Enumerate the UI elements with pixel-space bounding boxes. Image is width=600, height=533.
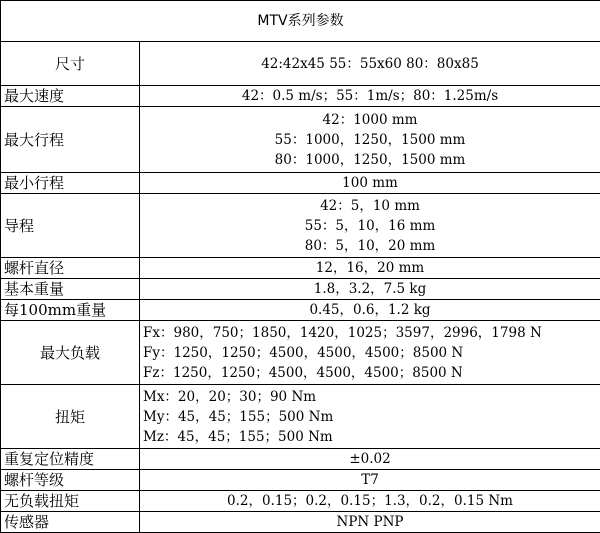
- label-base-weight: 基本重量: [1, 279, 140, 300]
- label-max-stroke: 最大行程: [1, 107, 140, 173]
- value-size: 42:42x45 55：55x60 80：80x85: [140, 42, 600, 86]
- row-max-stroke: [1, 107, 600, 173]
- row-max-load: [1, 321, 600, 385]
- label-torque: 扭矩: [1, 385, 140, 449]
- max-load-line: Fz：1250，1250；4500，4500，4500；8500 N: [143, 363, 598, 383]
- value-no-load-torque: 0.2，0.15；0.2，0.15；1.3，0.2，0.15 Nm: [140, 491, 600, 512]
- max-stroke-line: 80：1000，1250，1500 mm: [142, 150, 598, 170]
- max-load-line: Fy：1250，1250；4500，4500，4500；8500 N: [143, 343, 598, 363]
- value-base-weight: 1.8，3.2，7.5 kg: [140, 279, 600, 300]
- label-min-stroke: 最小行程: [1, 173, 140, 194]
- lead-line: 55：5，10，16 mm: [142, 216, 598, 236]
- label-lead: 导程: [1, 194, 140, 258]
- value-screw-grade: T7: [140, 470, 600, 491]
- table-title: MTV系列参数: [1, 1, 600, 42]
- value-max-speed: 42：0.5 m/s；55：1m/s；80：1.25m/s: [140, 86, 600, 107]
- max-stroke-line: 42：1000 mm: [142, 110, 598, 130]
- value-min-stroke: 100 mm: [140, 173, 600, 194]
- value-sensor: NPN PNP: [140, 512, 600, 533]
- value-weight-per-100mm: 0.45，0.6，1.2 kg: [140, 300, 600, 321]
- label-repeatability: 重复定位精度: [1, 449, 140, 470]
- row-repeatability: [1, 449, 600, 470]
- lead-line: 42：5，10 mm: [142, 196, 598, 216]
- row-min-stroke: [1, 173, 600, 194]
- label-max-load: 最大负载: [1, 321, 140, 385]
- max-stroke-line: 55：1000，1250，1500 mm: [142, 130, 598, 150]
- row-torque: [1, 385, 600, 449]
- row-base-weight: [1, 279, 600, 300]
- label-no-load-torque: 无负载扭矩: [1, 491, 140, 512]
- torque-line: My：45，45；155；500 Nm: [143, 407, 598, 427]
- max-load-line: Fx：980，750；1850，1420，1025；3597，2996，1798 N: [143, 323, 598, 343]
- row-size: [1, 42, 600, 86]
- label-screw-diameter: 螺杆直径: [1, 258, 140, 279]
- value-lead: [140, 194, 600, 258]
- row-lead: [1, 194, 600, 258]
- value-repeatability: ±0.02: [140, 449, 600, 470]
- lead-line: 80：5，10，20 mm: [142, 236, 598, 256]
- label-max-speed: 最大速度: [1, 86, 140, 107]
- torque-line: Mz：45，45；155；500 Nm: [143, 427, 598, 447]
- value-max-load: [140, 321, 600, 385]
- torque-line: Mx：20，20；30；90 Nm: [143, 387, 598, 407]
- label-sensor: 传感器: [1, 512, 140, 533]
- row-screw-grade: [1, 470, 600, 491]
- title-row: [1, 1, 600, 42]
- row-weight-per-100mm: [1, 300, 600, 321]
- value-screw-diameter: 12，16，20 mm: [140, 258, 600, 279]
- row-screw-diameter: [1, 258, 600, 279]
- label-screw-grade: 螺杆等级: [1, 470, 140, 491]
- row-sensor: [1, 512, 600, 533]
- row-max-speed: [1, 86, 600, 107]
- value-torque: [140, 385, 600, 449]
- row-no-load-torque: [1, 491, 600, 512]
- label-size: 尺寸: [1, 42, 140, 86]
- value-max-stroke: [140, 107, 600, 173]
- label-weight-per-100mm: 每100mm重量: [1, 300, 140, 321]
